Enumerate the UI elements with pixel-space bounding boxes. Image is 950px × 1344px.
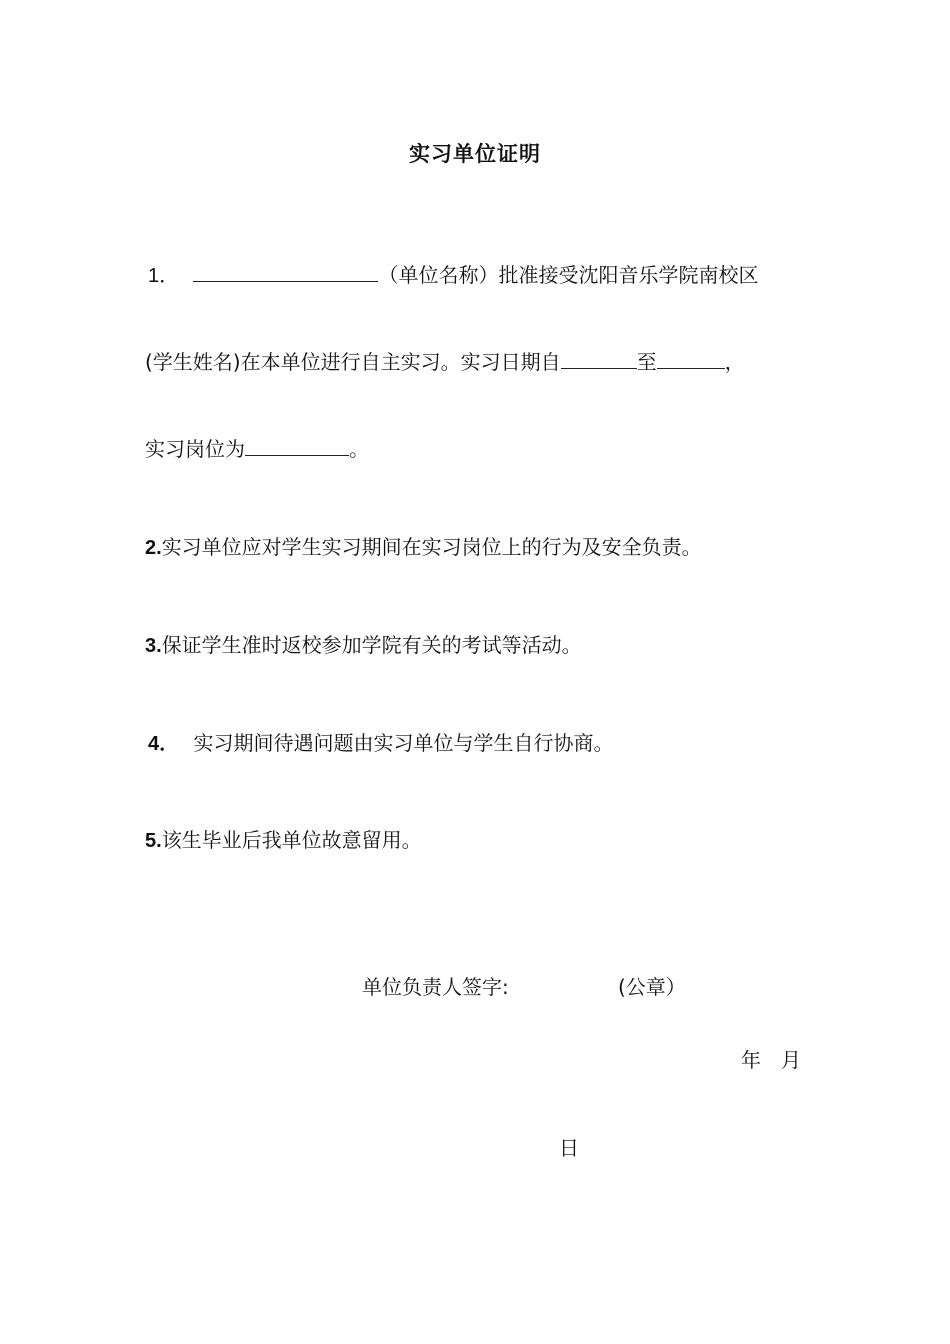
item-1-text: （单位名称）批准接受沈阳音乐学院南校区	[378, 263, 759, 287]
official-seal-label: (公章）	[618, 975, 686, 999]
item-4-number: 4．	[148, 733, 180, 755]
item-1-line-2-mid: 至	[636, 350, 657, 374]
item-4	[148, 730, 613, 757]
item-2-text: 实习单位应对学生实习期间在实习岗位上的行为及安全负责。	[161, 535, 702, 559]
item-3-text: 保证学生准时返校参加学院有关的考试等活动。	[161, 633, 582, 657]
position-blank	[245, 437, 349, 456]
item-1-line-1	[148, 262, 758, 289]
end-date-blank	[657, 350, 725, 369]
item-1-number: 1．	[148, 265, 180, 287]
month-label: 月	[781, 1048, 801, 1072]
item-1-line-2-end: ，	[724, 350, 745, 374]
item-2-number: 2.	[145, 537, 162, 559]
unit-name-blank	[193, 263, 378, 282]
item-1-line-3	[145, 436, 369, 462]
document-title: 实习单位证明	[409, 142, 541, 166]
item-4-text: 实习期间待遇问题由实习单位与学生自行协商。	[193, 731, 614, 755]
item-2	[145, 534, 702, 561]
item-5-text: 该生毕业后我单位故意留用。	[161, 828, 422, 852]
item-1-line-3-end: 。	[349, 437, 369, 461]
item-3	[145, 632, 582, 659]
item-3-number: 3.	[145, 635, 162, 657]
year-label: 年	[741, 1048, 761, 1072]
signature-label: 单位负责人签字:	[362, 975, 509, 999]
item-5	[145, 827, 422, 854]
item-5-number: 5.	[145, 830, 162, 852]
item-1-line-2-start: (学生姓名)在本单位进行自主实习。实习日期自	[145, 350, 561, 374]
item-1-line-3-start: 实习岗位为	[145, 437, 245, 461]
start-date-blank	[561, 350, 637, 369]
item-1-line-2	[145, 349, 745, 375]
day-label: 日	[559, 1136, 579, 1160]
